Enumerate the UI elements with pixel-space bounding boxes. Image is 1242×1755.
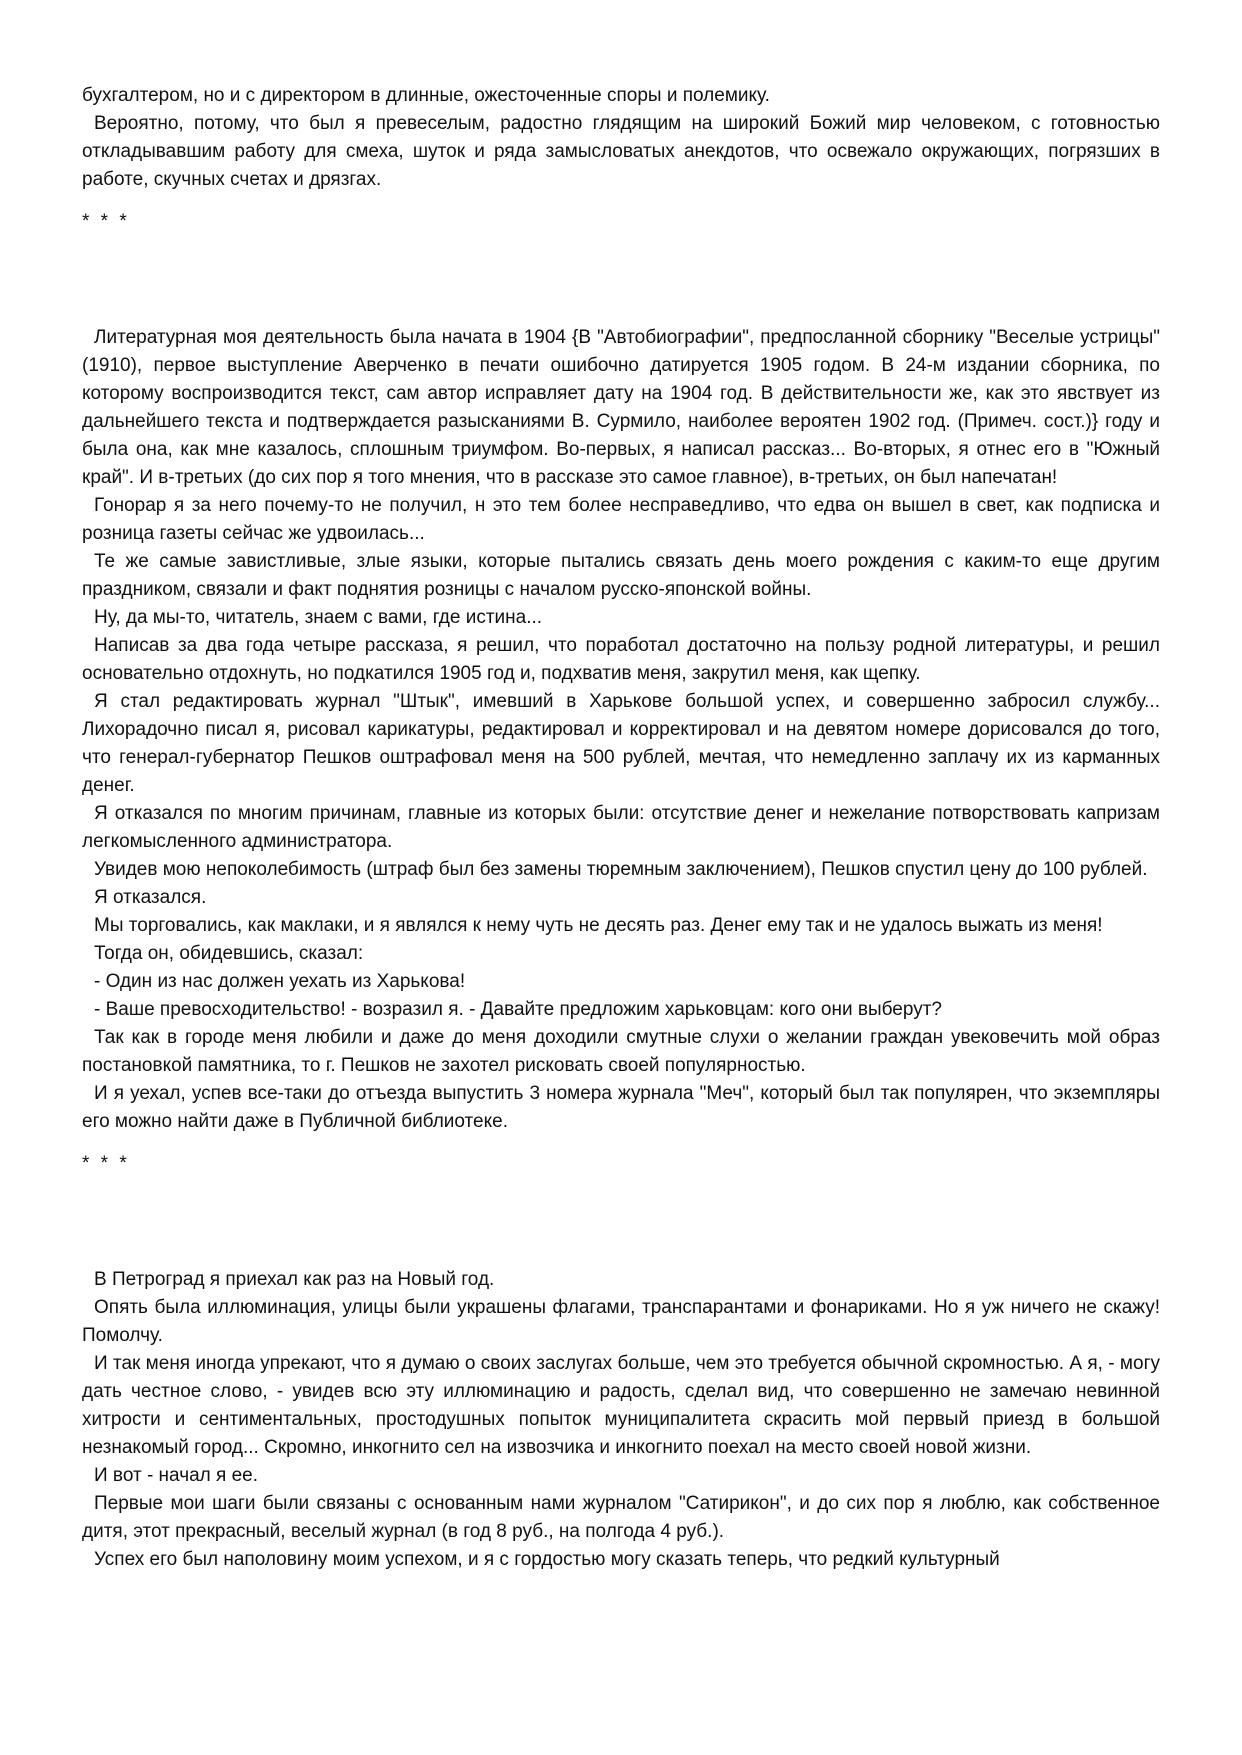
- paragraph: Успех его был наполовину моим успехом, и я с гордостью могу сказать теперь, что редкий культурный: [94, 1549, 1000, 1570]
- paragraph: Те же самые завистливые, злые языки, которые пытались связать день моего рождения с каким-то еще другим праздником, связали и факт поднятия розницы с началом русско-японской войны.: [82, 551, 1160, 600]
- paragraph: Я стал редактировать журнал "Штык", имевший в Харькове большой успех, и совершенно забросил службу... Лихорадочно писал я, рисовал карикатуры, редактировал и корректировал и на девятом номере дорисовался до того, что генерал-губернатор Пешков оштрафовал меня на 500 рублей, мечтая, что немедленно заплачу их из карманных денег.: [82, 691, 1160, 796]
- paragraph: И так меня иногда упрекают, что я думаю о своих заслугах больше, чем это требуется обычной скромностью. А я, - могу дать честное слово, - увидев всю эту иллюминацию и радость, сделал вид, что совершенно не замечаю невинной хитрости и сентиментальных, простодушных попыток муниципалитета скрасить мой первый приезд в большой незнакомый город... Скромно, инкогнито сел на извозчика и инкогнито поехал на место своей новой жизни.: [82, 1353, 1160, 1458]
- paragraph: И я уехал, успев все-таки до отъезда выпустить 3 номера журнала "Меч", который был так популярен, что экземпляры его можно найти даже в Публичной библиотеке.: [82, 1083, 1160, 1132]
- paragraph: Вероятно, потому, что был я превеселым, радостно глядящим на широкий Божий мир человеком, с готовностью откладывавшим работу для смеха, шуток и ряда замысловатых анекдотов, что освежало окружающих, погрязших в работе, скучных счетах и дрязгах.: [82, 113, 1160, 190]
- section-separator: * * *: [82, 1153, 130, 1174]
- paragraph: Я отказался.: [94, 887, 207, 908]
- paragraph: Ну, да мы-то, читатель, знаем с вами, где истина...: [94, 607, 543, 628]
- paragraph: бухгалтером, но и с директором в длинные, ожесточенные споры и полемику.: [82, 85, 770, 106]
- paragraph: Мы торговались, как маклаки, и я являлся к нему чуть не десять раз. Денег ему так и не удалось выжать из меня!: [94, 915, 1103, 936]
- paragraph: - Ваше превосходительство! - возразил я. - Давайте предложим харьковцам: кого они выберут?: [94, 999, 942, 1020]
- paragraph: - Один из нас должен уехать из Харькова!: [94, 971, 466, 992]
- paragraph: Гонорар я за него почему-то не получил, н это тем более несправедливо, что едва он вышел в свет, как подписка и розница газеты сейчас же удвоилась...: [82, 495, 1160, 544]
- document-page: [82, 82, 1160, 1574]
- paragraph: Я отказался по многим причинам, главные из которых были: отсутствие денег и нежелание потворствовать капризам легкомысленного администратора.: [82, 803, 1160, 852]
- paragraph: Опять была иллюминация, улицы были украшены флагами, транспарантами и фонариками. Но я уж ничего не скажу! Помолчу.: [82, 1297, 1160, 1346]
- paragraph: И вот - начал я ее.: [94, 1465, 259, 1486]
- section-separator: * * *: [82, 211, 130, 232]
- paragraph: Тогда он, обидевшись, сказал:: [94, 943, 364, 964]
- paragraph: Литературная моя деятельность была начата в 1904 {В "Автобиографии", предпосланной сборнику "Веселые устрицы" (1910), первое выступление Аверченко в печати ошибочно датируется 1905 годом. В 24-м издании сборника, по которому воспроизводится текст, сам автор исправляет дату на 1904 год. В действительности же, как это явствует из дальнейшего текста и подтверждается разысканиями В. Сурмило, наиболее вероятен 1902 год. (Примеч. сост.)} году и была она, как мне казалось, сплошным триумфом. Во-первых, я написал рассказ... Во-вторых, я отнес его в "Южный край". И в-третьих (до сих пор я того мнения, что в рассказе это самое главное), в-третьих, он был напечатан!: [82, 327, 1160, 488]
- paragraph: Написав за два года четыре рассказа, я решил, что поработал достаточно на пользу родной литературы, и решил основательно отдохнуть, но подкатился 1905 год и, подхватив меня, закрутил меня, как щепку.: [82, 635, 1160, 684]
- paragraph: Так как в городе меня любили и даже до меня доходили смутные слухи о желании граждан увековечить мой образ постановкой памятника, то г. Пешков не захотел рисковать своей популярностью.: [82, 1027, 1160, 1076]
- paragraph: Увидев мою непоколебимость (штраф был без замены тюремным заключением), Пешков спустил цену до 100 рублей.: [94, 859, 1148, 880]
- paragraph: В Петроград я приехал как раз на Новый год.: [94, 1269, 495, 1290]
- paragraph: Первые мои шаги были связаны с основанным нами журналом "Сатирикон", и до сих пор я люблю, как собственное дитя, этот прекрасный, веселый журнал (в год 8 руб., на полгода 4 руб.).: [82, 1493, 1160, 1542]
